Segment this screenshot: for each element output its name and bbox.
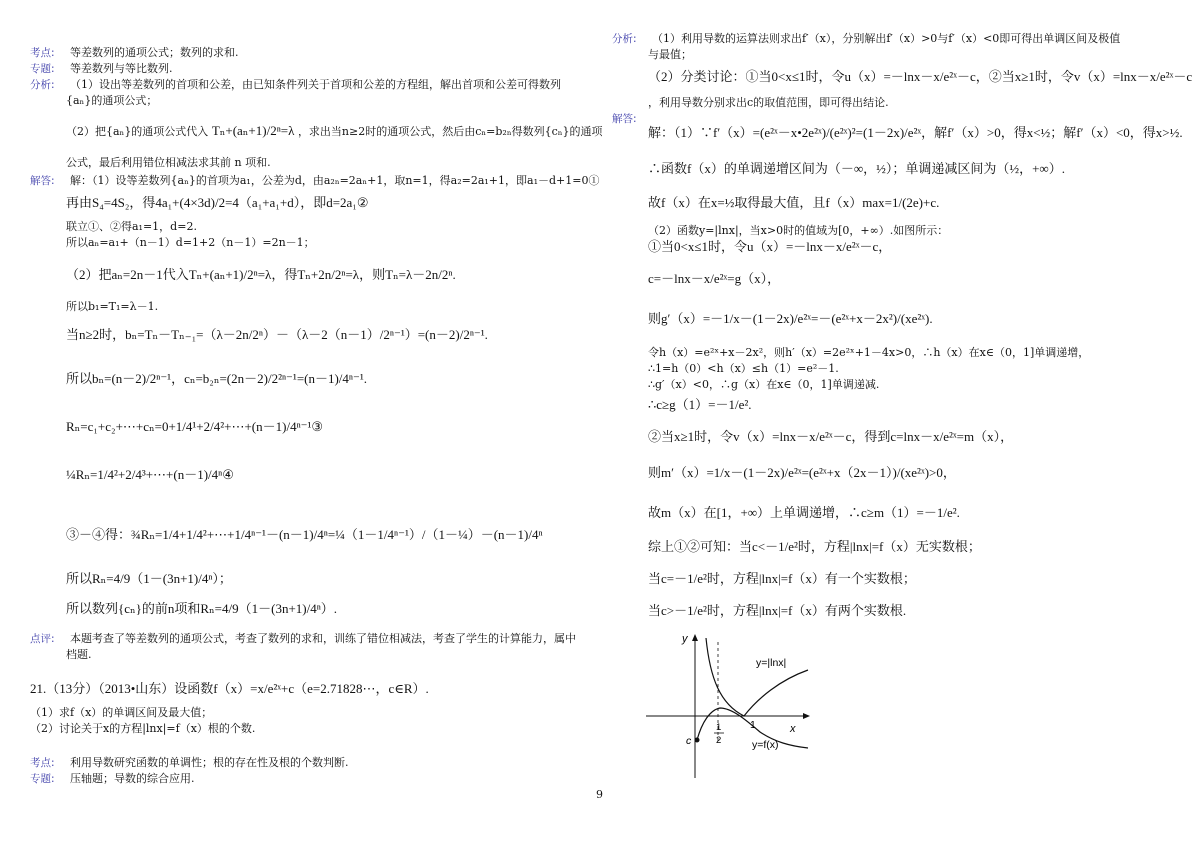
kaodian-label: 考点: — [30, 47, 55, 59]
q21-kaodian-label: 考点: — [30, 757, 55, 769]
r-fenxi-line-2b: ，利用导数分别求出c的取值范围，即可得出结论. — [648, 96, 889, 109]
r-jd-line-14: 故m（x）在[1，+∞）上单调递增，∴c≥m（1）=－1/e². — [648, 505, 960, 520]
jieda-line-6: 所以b₁=T₁=λ－1. — [66, 300, 159, 313]
jieda-label: 解答: — [30, 175, 55, 187]
q21-part-2: （2）讨论关于x的方程|lnx|=f（x）根的个数. — [30, 722, 256, 735]
jieda-line-7: 当n≥2时，bₙ=Tₙ－Tₙ₋₁=（λ－2n/2ⁿ）－（λ－2（n－1）/2ⁿ⁻¹）=(n－2)/2ⁿ⁻¹. — [66, 327, 488, 342]
y-axis-arrow — [692, 634, 698, 641]
r-fenxi-line-1b: 与最值； — [648, 48, 692, 61]
r-jd-line-3: 故f（x）在x=½取得最大值，且f（x）max=1/(2e)+c. — [648, 195, 940, 210]
kaodian-text: 等差数列的通项公式；数列的求和. — [70, 46, 239, 59]
r-jd-line-12: ②当x≥1时，令v（x）=lnx－x/e²ˣ－c，得到c=lnx－x/e²ˣ=m（x）， — [648, 429, 1014, 444]
graph-half-num: 1 — [716, 722, 722, 733]
jieda-line-8: 所以bₙ=(n－2)/2ⁿ⁻¹，cₙ=b₂ₙ=(2n－2)/2²ⁿ⁻¹=(n－1)/4ⁿ⁻¹. — [66, 371, 368, 386]
jieda-line-9: Rₙ=c₁+c₂+⋯+cₙ=0+1/4¹+2/4²+⋯+(n－1)/4ⁿ⁻¹③ — [66, 419, 324, 434]
fenxi-formula: Tₙ+(aₙ+1)/2ⁿ=λ — [211, 123, 295, 138]
fenxi-line-2a-pre: （2）把{aₙ}的通项公式代入 — [66, 125, 209, 138]
q21-zhuanti-label: 专题: — [30, 773, 55, 785]
r-jieda-label: 解答: — [612, 113, 637, 125]
r-jd-line-8: 令h（x）=e²ˣ+x－2x²，则h′（x）=2e²ˣ+1－4x>0，∴h（x）在x∈（0，1]单调递增， — [648, 346, 1090, 359]
graph-half-den: 2 — [716, 735, 722, 746]
r-jd-line-6: c=－lnx－x/e²ˣ=g（x）， — [648, 271, 781, 286]
jieda-line-5: （2）把aₙ=2n－1代入Tₙ+(aₙ+1)/2ⁿ=λ，得Tₙ+2n/2ⁿ=λ，则Tₙ=λ－2n/2ⁿ. — [66, 267, 456, 282]
graph-one-label: 1 — [750, 719, 756, 731]
r-jd-line-13: 则m′（x）=1/x－(1－2x)/e²ˣ=(e²ˣ+x（2x－1）)/(xe²ˣ)>0， — [648, 465, 956, 480]
c-point — [695, 738, 700, 743]
dianping-line-1: 本题考查了等差数列的通项公式，考查了数列的求和，训练了错位相减法，考查了学生的计算能力，属中 — [70, 632, 577, 645]
r-jd-line-16: 当c=－1/e²时，方程|lnx|=f（x）有一个实数根； — [648, 571, 916, 586]
r-jd-line-15: 综上①②可知：当c<－1/e²时，方程|lnx|=f（x）无实数根； — [648, 539, 981, 554]
jieda-line-13: 所以数列{cₙ}的前n项和Rₙ=4/9（1－(3n+1)/4ⁿ）. — [66, 601, 338, 616]
q21-part-1: （1）求f（x）的单调区间及最大值； — [30, 706, 213, 719]
r-jd-line-1: 解：（1）∵f′（x）=(e²ˣ－x•2e²ˣ)/(e²ˣ)²=(1－2x)/e²ˣ，解f′（x）>0，得x<½；解f′（x）<0，得x>½. — [648, 125, 1183, 140]
r-fenxi-line-2a: （2）分类讨论：①当0<x≤1时，令u（x）=－lnx－x/e²ˣ－c，②当x≥1时，令v（x）=lnx－x/e²ˣ－c — [648, 69, 1193, 84]
q21-kaodian-text: 利用导数研究函数的单调性；根的存在性及根的个数判断. — [70, 756, 349, 769]
r-jd-line-4: （2）函数y=|lnx|，当x>0时的值域为[0，+∞）.如图所示： — [648, 224, 949, 237]
graph-x-label: x — [790, 723, 796, 735]
jieda-line-11: ③－④得：¾Rₙ=1/4+1/4²+⋯+1/4ⁿ⁻¹－(n－1)/4ⁿ=¼（1－1/4ⁿ⁻¹）/（1－¼）－(n－1)/4ⁿ — [66, 527, 543, 542]
jieda-line-2: 再由S₄=4S₂，得4a₁+(4×3d)/2=4（a₁+a₁+d），即d=2a₁② — [66, 195, 369, 210]
q21-title: 21.（13分）（2013•山东）设函数f（x）=x/e²ˣ+c（e=2.71828⋯，c∈R）. — [30, 681, 429, 696]
abs-ln-curve — [706, 638, 808, 716]
graph-y-label: y — [682, 633, 688, 645]
dianping-label: 点评: — [30, 633, 55, 645]
r-jd-line-11: ∴c≥g（1）=－1/e². — [648, 397, 752, 412]
fenxi-line-2a-post: ，求出当n≥2时的通项公式，然后由cₙ=b₂ₙ得数列{cₙ}的通项 — [297, 125, 603, 138]
page-number: 9 — [596, 788, 603, 801]
graph-fx-label: y=f(x) — [752, 739, 779, 751]
r-fenxi-label: 分析: — [612, 33, 637, 45]
jieda-line-10: ¼Rₙ=1/4²+2/4³+⋯+(n－1)/4ⁿ④ — [66, 467, 234, 482]
fenxi-line-1b: {aₙ}的通项公式； — [66, 94, 158, 107]
graph-lnx-label: y=|lnx| — [756, 657, 787, 669]
zhuanti-label: 专题: — [30, 63, 55, 75]
x-axis-arrow — [803, 713, 810, 719]
r-jd-line-9: ∴1=h（0）<h（x）≤h（1）=e²－1. — [648, 362, 839, 375]
dianping-line-2: 档题. — [66, 648, 92, 661]
graph-c-label: c — [686, 735, 692, 747]
r-jd-line-5: ①当0<x≤1时，令u（x）=－lnx－x/e²ˣ－c， — [648, 239, 892, 254]
q21-zhuanti-text: 压轴题；导数的综合应用. — [70, 772, 195, 785]
fenxi-label: 分析: — [30, 79, 55, 91]
r-fenxi-line-1a: （1）利用导数的运算法则求出f′（x），分别解出f′（x）>0与f′（x）<0即可得出单调区间及极值 — [652, 32, 1121, 45]
zhuanti-text: 等差数列与等比数列. — [70, 62, 173, 75]
r-jd-line-10: ∴g′（x）<0，∴g（x）在x∈（0，1]单调递减. — [648, 378, 880, 391]
fenxi-line-1a: （1）设出等差数列的首项和公差，由已知条件列关于首项和公差的方程组，解出首项和公差可得数列 — [70, 78, 562, 91]
fenxi-line-2b: 公式，最后利用错位相减法求其前 n 项和. — [66, 156, 271, 169]
r-jd-line-7: 则g′（x）=－1/x－(1－2x)/e²ˣ=－(e²ˣ+x－2x²)/(xe²ˣ). — [648, 311, 933, 326]
jieda-line-3: 联立①、②得a₁=1，d=2. — [66, 220, 197, 233]
r-jd-line-17: 当c>－1/e²时，方程|lnx|=f（x）有两个实数根. — [648, 603, 907, 618]
jieda-line-4: 所以aₙ=a₁+（n－1）d=1+2（n－1）=2n－1； — [66, 236, 315, 249]
jieda-line-12: 所以Rₙ=4/9（1－(3n+1)/4ⁿ）； — [66, 571, 232, 586]
jieda-line-1: 解：（1）设等差数列{aₙ}的首项为a₁，公差为d，由a₂ₙ=2aₙ+1，取n=1，得a₂=2a₁+1，即a₁－d+1=0① — [70, 174, 600, 187]
r-jd-line-2: ∴函数f（x）的单调递增区间为（－∞，½）；单调递减区间为（½，+∞）. — [648, 161, 1065, 176]
function-graph — [640, 628, 820, 788]
